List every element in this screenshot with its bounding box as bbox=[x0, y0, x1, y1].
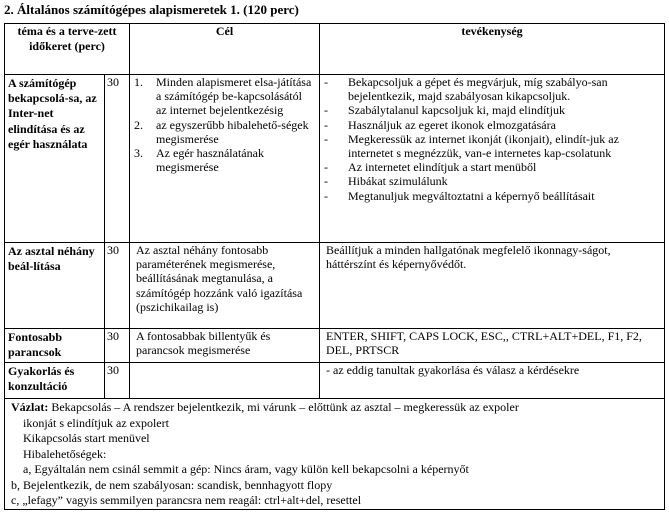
header-activity: tevékenység bbox=[320, 24, 665, 75]
outline-row bbox=[5, 399, 665, 510]
row-topic: A számítógép bekapcsolá-sa, az Inter-net elindítása és az egér használata bbox=[5, 75, 105, 243]
row-minutes: 30 bbox=[105, 329, 130, 363]
outline-line: a, Egyáltalán nem csinál semmit a gép: Nincs áram, vagy külön kell bekapcsolni a képernyőt bbox=[23, 462, 469, 476]
row-minutes: 30 bbox=[105, 363, 130, 399]
row-topic: Fontosabb parancsok bbox=[5, 329, 105, 363]
row-activities bbox=[320, 75, 665, 243]
activity-list bbox=[320, 75, 664, 203]
row-minutes: 30 bbox=[105, 243, 130, 329]
row-activity-text: - az eddig tanultak gyakorlása és válasz a kérdésekre bbox=[320, 363, 665, 399]
activity-item: - Bekapcsoljuk a gépet és megvárjuk, míg szabályo-san bejelentkezik, majd szabályosan kikapcsoljuk. bbox=[324, 75, 608, 104]
table-row bbox=[5, 363, 665, 399]
outline-line: b, Bejelentkezik, de nem szabályosan: scandisk, bennhagyott flopy bbox=[11, 477, 333, 492]
table-row bbox=[5, 75, 665, 243]
activity-item: - Szabálytalanul kapcsoljuk ki, majd elindítjuk bbox=[324, 103, 565, 118]
goal-item: 3. Az egér használatának megismerése bbox=[134, 146, 264, 175]
outline-line: ikonját s elindítjuk az expolert bbox=[23, 415, 169, 430]
table-row bbox=[5, 243, 665, 329]
outline-label: Vázlat: bbox=[11, 400, 49, 414]
row-activity-text: Beállítjuk a minden hallgatónak megfelelő ikonnagy-ságot, háttérszínt és képernyővédőt. bbox=[320, 243, 665, 329]
row-goal-text: A fontosabbak billentyűk és parancsok megismerése bbox=[130, 329, 320, 363]
outline-cell bbox=[5, 399, 665, 510]
section-heading: 2. Általános számítógépes alapismeretek 1. (120 perc) bbox=[4, 2, 299, 17]
activity-item: - Az internetet elindítjuk a start menüből bbox=[324, 160, 537, 175]
lesson-plan-table bbox=[4, 23, 665, 510]
outline-line: c, „lefagy” vagyis semmilyen parancsra nem reagál: ctrl+alt+del, resettel bbox=[11, 493, 362, 507]
outline-line: Hibalehetőségek: bbox=[23, 446, 107, 461]
activity-item: - Használjuk az egeret ikonok elmozgatására bbox=[324, 117, 556, 132]
header-goal: Cél bbox=[130, 24, 320, 75]
goal-item: 1. Minden alapismeret elsa-játítása a számítógép be-kapcsolásától az internet bejelentkezésig bbox=[134, 75, 312, 118]
activity-item: - Hibákat szimulálunk bbox=[324, 174, 448, 189]
table-row bbox=[5, 329, 665, 363]
goal-list bbox=[130, 75, 319, 174]
row-goal-text bbox=[130, 363, 320, 399]
activity-item: - Megkeressük az internet ikonját (ikonjait), elindít-juk az internetet s megnézzük, van-e internetes kap-csolatunk bbox=[324, 131, 619, 161]
header-topic: téma és a terve-zett időkeret (perc) bbox=[5, 24, 130, 75]
row-topic: Gyakorlás és konzultáció bbox=[5, 363, 105, 399]
row-minutes: 30 bbox=[105, 75, 130, 243]
outline-line: Kikapcsolás start menüvel bbox=[23, 431, 150, 445]
row-goals bbox=[130, 75, 320, 243]
row-activity-text: ENTER, SHIFT, CAPS LOCK, ESC,, CTRL+ALT+DEL, F1, F2, DEL, PRTSCR bbox=[320, 329, 665, 363]
row-goal-text: Az asztal néhány fontosabb paraméterének megismerése, beállításának megtanulása, a számítógép hozzánk való igazítása (pszichikailag is) bbox=[130, 243, 320, 329]
table-header-row bbox=[5, 24, 665, 75]
goal-item: 2. az egyszerűbb hibalehető-ségek megismerése bbox=[134, 117, 309, 146]
row-topic: Az asztal néhány beál-lítása bbox=[5, 243, 105, 329]
outline-line: Vázlat: Bekapcsolás – A rendszer bejelentkezik, mi várunk – előttünk az asztal – megkeressük az expoler bbox=[11, 400, 519, 414]
activity-item: - Megtanuljuk megváltoztatni a képernyő beállításait bbox=[324, 188, 595, 203]
